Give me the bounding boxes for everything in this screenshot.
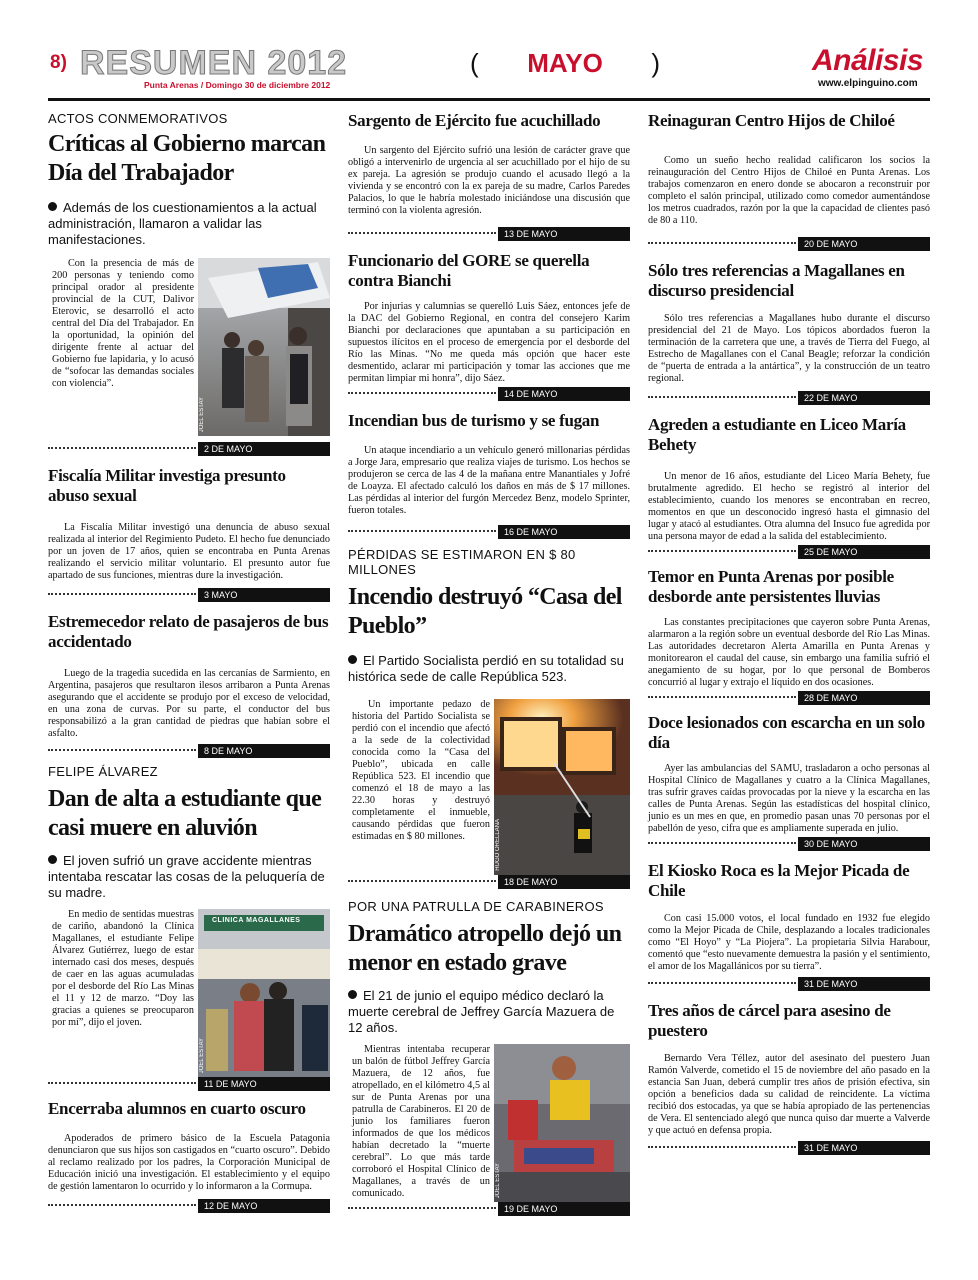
dateline (348, 227, 630, 241)
date-tag: 16 DE MAYO (498, 525, 630, 539)
article-body: Luego de la tragedia sucedida en las cercanías de Sarmiento, en Argentina, pasajeros que resultaron ilesos arribaron a Punta Arenas asegurando que el accidente se produjo por el exceso de velocidad, en una zona de curvas. Por su parte, el conductor del bus responsabilizó a la gran cantidad de piedras que habían sobre el asfalto. (48, 668, 330, 739)
text-photo-block (48, 258, 330, 436)
article-headline: Agreden a estudiante en Liceo María Behety (648, 415, 906, 454)
photo-fire (494, 699, 630, 875)
date-tag: 19 DE MAYO (498, 1202, 630, 1216)
article-sargento (348, 111, 630, 241)
dotted-rule (348, 232, 496, 234)
article-body: Mientras intentaba recuperar un balón de fútbol Jeffrey García Mazuera, de 12 años, fue atropellado, en el kilómetro 4,5 al sur de Punta Arenas por una patrulla de Carabineros. El 20 de junio los familiares fueron informados de que los médicos habían decretado la “muerte cerebral”. Lo que más tarde corroboró el Hospital Clínico de Magallanes, a través de un comunicado. (352, 1044, 490, 1199)
photo-accident (494, 1044, 630, 1202)
column-right (648, 103, 930, 1155)
article-bus-accidentado (48, 612, 330, 758)
dateline (48, 588, 330, 602)
date-tag: 31 DE MAYO (798, 1141, 930, 1155)
photo-image (494, 1044, 630, 1202)
article-headline: Dramático atropello dejó un menor en estado grave (348, 921, 622, 976)
article-headline: Doce lesionados con escarcha en un solo día (648, 713, 925, 752)
dotted-rule (648, 1146, 796, 1148)
article-bus-turismo (348, 411, 630, 539)
dateline (48, 1199, 330, 1213)
month-banner (470, 48, 660, 79)
bullet-icon (48, 855, 57, 864)
article-body: Un menor de 16 años, estudiante del Liceo María Behety, fue brutalmente agredido. El hecho se registró al interior del establecimiento, cuando los menores se encontraban en recreo, momentos en que un desconocido ingresó hasta el gimnasio del lugar y atacó al estudiantes. Otra alumna del Insuco fue agredida por una persona mayor de edad a la salida del establecimiento. (648, 471, 930, 542)
article-kicker: POR UNA PATRULLA DE CARABINEROS (348, 899, 604, 914)
lead-text: El joven sufrió un grave accidente mientras intentaba rescatar las cosas de la peluquería de su madre. (48, 853, 325, 900)
article-kicker: FELIPE ÁLVAREZ (48, 764, 158, 779)
article-lead (48, 200, 330, 248)
article-headline: Críticas al Gobierno marcan Día del Trabajador (48, 131, 326, 186)
photo-image (494, 699, 630, 875)
article-lead (348, 988, 630, 1036)
article-escarcha (648, 713, 930, 851)
dateline (48, 442, 330, 456)
dateline (348, 875, 630, 889)
article-headline: Funcionario del GORE se querella contra Bianchi (348, 251, 590, 290)
date-tag: 3 MAYO (198, 588, 330, 602)
dotted-rule (48, 447, 196, 449)
dotted-rule (48, 593, 196, 595)
dotted-rule (648, 982, 796, 984)
article-headline: Sargento de Ejército fue acuchillado (348, 111, 601, 130)
article-headline: El Kiosko Roca es la Mejor Picada de Chile (648, 861, 910, 900)
dotted-rule (648, 842, 796, 844)
column-left (48, 103, 330, 1213)
date-tag: 12 DE MAYO (198, 1199, 330, 1213)
article-body: Por injurias y calumnias se querelló Luis Sáez, entonces jefe de la DAC del Gobierno Regional, en contra del consejero Karim Bianchi por declaraciones que apuntaban a su participación en supuestos ilícitos en el proceso de emergencia por el desborde del Río las Minas. “No me queda más opción que hacer este desmentido, aclarar mi participación y tomar las acciones que me permitan limpiar mi honra”, dijo Sáez. (348, 301, 630, 384)
dateline (648, 237, 930, 251)
dotted-rule (648, 242, 796, 244)
dotted-rule (648, 396, 796, 398)
article-fiscalia-militar (48, 466, 330, 602)
section-subtitle: Punta Arenas / Domingo 30 de diciembre 2012 (144, 80, 331, 90)
article-headline: Reinaguran Centro Hijos de Chiloé (648, 111, 895, 130)
date-tag: 14 DE MAYO (498, 387, 630, 401)
section-name: RESUMEN (80, 44, 258, 82)
photo-image (198, 909, 330, 1077)
article-lluvias (648, 567, 930, 705)
date-tag: 2 DE MAYO (198, 442, 330, 456)
article-body: Con la presencia de más de 200 personas y teniendo como principal orador al presidente provincial de la CUT, Dalivor Eterovic, se desarrolló el acto central del Día del Trabajador. En la oportunidad, la opinión del dirigente frente al actuar del Gobierno fue lapidaria, y lo acusó de “sofocar las demandas sociales con violencia”. (52, 258, 194, 389)
month-label: MAYO (527, 48, 603, 78)
article-atropello (348, 899, 630, 1216)
article-body: Las constantes precipitaciones que cayeron sobre Punta Arenas, alarmaron a la región sobre un eventual desborde del Río Las Minas. Las autoridades decretaron Alerta Amarilla en Punta Arenas y monitorearon el caudal del cause, sin embargo una familia sufrió el anegamiento de su hogar, por lo que personal de Bomberos concurrió al lugar y extrajo el líquido en dos ocasiones. (648, 617, 930, 688)
photo-workers-day (198, 258, 330, 436)
month-paren-open: ( (470, 48, 479, 78)
dotted-rule (348, 880, 496, 882)
article-body: Un sargento del Ejército sufrió una lesión de carácter grave que obligó a intervenirlo de urgencia al ser acuchillado por el hijo de su ex pareja. La agresión se produjo cuando el acusado llegó a la vivienda y se encontró con la ex pareja de su madre, Carlos Paredes Palacios, lo que le habría molestado iniciándose una discusión que terminó con la violenta agresión. (348, 145, 630, 216)
article-asesino-puestero (648, 1001, 930, 1155)
article-body: Bernardo Vera Téllez, autor del asesinato del puestero Juan Ramón Valverde, cometido el 15 de noviembre del año pasado en la estancia San Juan, deberá cumplir tres años de prisión efectiva, sin opción a beneficios dada su calidad de reincidente. La víctima recibió dos estocadas, ya que se había apropiado de las pertenencias de Vera. El sentenciado alegó que nunca quiso dar muerte a Valverde y que actuó en defensa propia. (648, 1053, 930, 1136)
dateline (48, 1077, 330, 1091)
article-headline: Tres años de cárcel para asesino de puestero (648, 1001, 891, 1040)
date-tag: 18 DE MAYO (498, 875, 630, 889)
article-headline: Dan de alta a estudiante que casi muere en aluvión (48, 786, 322, 841)
article-body: En medio de sentidas muestras de cariño, abandonó la Clínica Magallanes, el estudiante Felipe Álvarez Gutiérrez, luego de estar internado casi dos meses, después de caer en las aguas acumuladas por el desborde del Río Las Minas el 11 y 12 de marzo. “Doy las gracias a quienes se preocuparon por mí”, dijo el joven. (52, 909, 194, 1028)
article-kicker: ACTOS CONMEMORATIVOS (48, 111, 228, 126)
article-body: Como un sueño hecho realidad calificaron los socios la reinauguración del Centro Hijos de Chiloé en Punta Arenas. Los trabajos comenzaron en enero donde se abocaron a reconstruir por completo el salón principal, utilizado como comedor aumentándose los metros cuadrados, razón por la que la capacidad de clientes pasó de 80 a 110. (648, 155, 930, 226)
section-year: 2012 (267, 44, 348, 82)
article-hijos-chiloe (648, 111, 930, 251)
article-body: Un ataque incendiario a un vehículo generó millonarias pérdidas a Jorge Jara, empresario que realiza viajes de turismo. Los hechos se produjeron se cerca de las 4 de la mañana entre Manantiales y Jofré de Loayza. El afectado calculó los daños en más de $ 17 millones. Las pérdidas al interior del furgón Mercedez Benz, modelo Sprinter, fueron totales. (348, 445, 630, 516)
article-cuarto-oscuro (48, 1099, 330, 1213)
article-headline: Temor en Punta Arenas por posible desborde ante persistentes lluvias (648, 567, 894, 606)
page-header (0, 0, 978, 100)
photo-credit: JOEL ESTAY (199, 1037, 205, 1073)
clinic-sign-text: CLINICA MAGALLANES (212, 917, 301, 924)
photo-image (198, 258, 330, 436)
article-headline: Encerraba alumnos en cuarto oscuro (48, 1099, 306, 1118)
text-photo-block (348, 699, 630, 875)
article-body: Apoderados de primero básico de la Escuela Patagonia denunciaron que sus hijos son castigados en “cuarto oscuro”. Debido al reclamo realizado por los padres, la Corporación Municipal de Educación inició una investigación. El establecimiento y el equipo de gestión lamentaron lo ocurrido y lo informaron a la Cormupa. (48, 1133, 330, 1192)
dotted-rule (648, 696, 796, 698)
photo-credit: JOEL ESTAY (495, 1162, 501, 1198)
date-tag: 22 DE MAYO (798, 391, 930, 405)
article-body: Ayer las ambulancias del SAMU, trasladaron a ocho personas al Hospital Clínico de Magallanes y cuatro a la Clínica Magallanes, tras sufrir graves caídas provocadas por la nieve y la escarcha en las calles de Punta Arenas. Según las estadísticas del hospital clínico, junio es un mes en que, en promedio pasan unas 70 personas por el pabellón de yeso, cifra que es ampliamente superada en julio. (648, 763, 930, 834)
bullet-icon (348, 655, 357, 664)
article-casa-del-pueblo (348, 547, 630, 889)
dateline (648, 391, 930, 405)
lead-text: El 21 de junio el equipo médico declaró la muerte cerebral de Jeffrey García Mazuera de 12 años. (348, 988, 615, 1035)
dateline (348, 1202, 630, 1216)
article-body: Sólo tres referencias a Magallanes hubo durante el discurso presidencial del 21 de Mayo. Los tópicos abordados fueron la terminación de la carretera que une, a través de Tierra del Fuego, al Estrecho de Magallanes con el Canal Beagle; reforzar la condición de “puerta de entrada a la antártica”, y la construcción de un teatro regional. (648, 313, 930, 384)
dateline (648, 837, 930, 851)
article-body: La Fiscalía Militar investigó una denuncia de abuso sexual realizada al interior del Regimiento Pudeto. El hecho fue denunciado por un joven de 17 años, quien se encontraba en Punta Arenas realizando el servicio militar voluntario. El presunto autor fue apartado de sus funciones, mientras dure la investigación. (48, 522, 330, 581)
text-photo-block (348, 1044, 630, 1202)
article-headline: Estremecedor relato de pasajeros de bus accidentado (48, 612, 329, 651)
article-body: Un importante pedazo de historia del Partido Socialista se perdió con el incendio que afectó a la sede de la colectividad conocida como la “Casa del Pueblo”, ubicada en calle República 523. El incendio que comenzó el 18 de mayo a las 22.30 horas y destruyó completamente el inmueble, causando pérdidas que fueron estimadas en $ 80 millones. (352, 699, 490, 842)
dotted-rule (48, 1204, 196, 1206)
date-tag: 30 DE MAYO (798, 837, 930, 851)
photo-credit: HUGO ORELLANA (495, 819, 501, 871)
dotted-rule (348, 392, 496, 394)
dotted-rule (348, 1207, 496, 1209)
date-tag: 25 DE MAYO (798, 545, 930, 559)
date-tag: 8 DE MAYO (198, 744, 330, 758)
month-paren-close: ) (651, 48, 660, 78)
header-rule (48, 98, 930, 101)
dotted-rule (648, 550, 796, 552)
article-headline: Fiscalía Militar investiga presunto abuso sexual (48, 466, 286, 505)
article-dia-trabajador (48, 111, 330, 456)
date-tag: 11 DE MAYO (198, 1077, 330, 1091)
dotted-rule (348, 530, 496, 532)
dateline (648, 691, 930, 705)
newspaper-logo[interactable]: Análisis (812, 44, 924, 77)
text-photo-block (48, 909, 330, 1077)
dateline (648, 977, 930, 991)
dateline (648, 545, 930, 559)
bullet-icon (48, 202, 57, 211)
article-headline: Sólo tres referencias a Magallanes en discurso presidencial (648, 261, 905, 300)
article-body: Con casi 15.000 votos, el local fundado en 1932 fue elegido como la Mejor Picada de Chile, desplazando a locales tradicionales como “El Hoyo” y “La Piojera”. La propietaria Silvia Harabour, comentó que “esto nuevamente demuestra la pasión y el sentimiento, el amor de los Magallánicos por su tierra”. (648, 913, 930, 972)
article-kiosko-roca (648, 861, 930, 991)
dateline (348, 387, 630, 401)
article-liceo-behety (648, 415, 930, 559)
lead-text: Además de los cuestionamientos a la actual administración, llamaron a validar las manifestaciones. (48, 200, 317, 247)
photo-credit: JOEL ESTAY (199, 396, 205, 432)
date-tag: 31 DE MAYO (798, 977, 930, 991)
bullet-icon (348, 990, 357, 999)
article-discurso-presidencial (648, 261, 930, 405)
date-tag: 13 DE MAYO (498, 227, 630, 241)
article-alta-estudiante (48, 764, 330, 1091)
article-headline: Incendian bus de turismo y se fugan (348, 411, 600, 430)
column-middle (348, 103, 630, 1216)
article-gore-querella (348, 251, 630, 401)
dotted-rule (48, 749, 196, 751)
dotted-rule (48, 1082, 196, 1084)
lead-text: El Partido Socialista perdió en su totalidad su histórica sede de calle República 523. (348, 653, 624, 684)
article-headline: Incendio destruyó “Casa del Pueblo” (348, 584, 622, 639)
article-lead (48, 853, 330, 901)
date-tag: 20 DE MAYO (798, 237, 930, 251)
article-lead (348, 653, 630, 685)
newspaper-url[interactable]: www.elpinguino.com (818, 78, 918, 89)
page-number: 8) (50, 52, 67, 73)
photo-clinica (198, 909, 330, 1077)
dateline (648, 1141, 930, 1155)
section-title (80, 46, 347, 80)
article-kicker: PÉRDIDAS SE ESTIMARON EN $ 80 MILLONES (348, 547, 576, 577)
dateline (348, 525, 630, 539)
date-tag: 28 DE MAYO (798, 691, 930, 705)
dateline (48, 744, 330, 758)
